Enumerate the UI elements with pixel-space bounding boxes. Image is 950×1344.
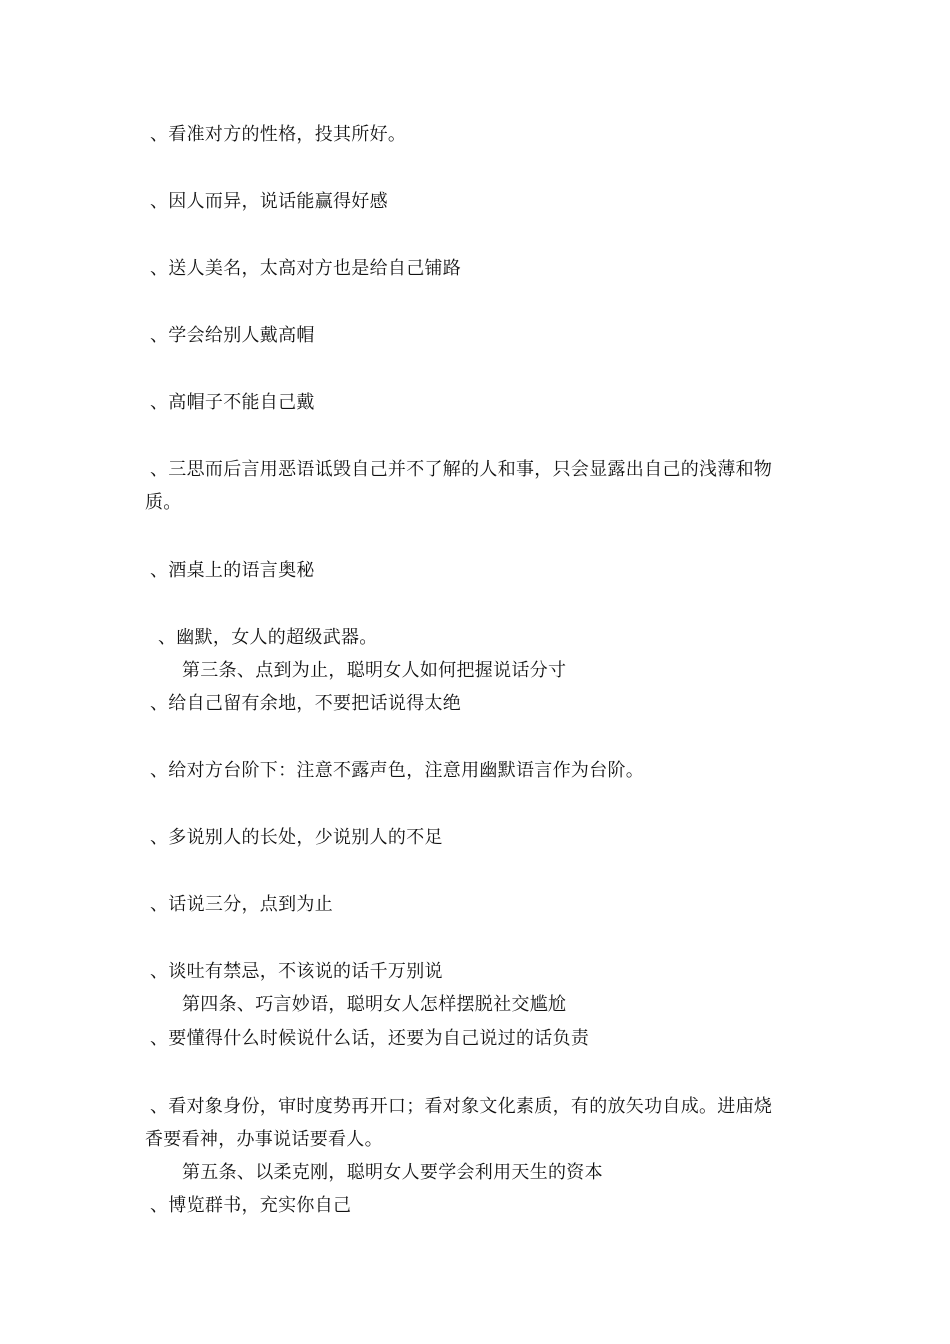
list-item: 、因人而异，说话能赢得好感	[150, 191, 388, 212]
list-item: 、话说三分，点到为止	[150, 894, 333, 915]
list-item: 、给对方台阶下：注意不露声色，注意用幽默语言作为台阶。	[150, 760, 645, 781]
list-item: 、看对象身份，审时度势再开口；看对象文化素质，有的放矢功自成。进庙烧	[150, 1096, 773, 1117]
list-item: 、看准对方的性格，投其所好。	[150, 124, 407, 145]
list-item: 、博览群书，充实你自己	[150, 1195, 352, 1216]
list-item: 、多说别人的长处，少说别人的不足	[150, 827, 443, 848]
list-item: 、给自己留有余地，不要把话说得太绝	[150, 693, 462, 714]
list-item: 、学会给别人戴高帽	[150, 325, 315, 346]
section-heading: 第三条、点到为止，聪明女人如何把握说话分寸	[182, 660, 567, 681]
list-item: 、酒桌上的语言奥秘	[150, 560, 315, 581]
list-item: 、谈吐有禁忌，不该说的话千万别说	[150, 961, 443, 982]
list-item-continuation: 香要看神，办事说话要看人。	[145, 1129, 383, 1150]
list-item: 、送人美名，太高对方也是给自己铺路	[150, 258, 462, 279]
list-item: 、要懂得什么时候说什么话，还要为自己说过的话负责	[150, 1028, 590, 1049]
section-heading: 第五条、以柔克刚，聪明女人要学会利用天生的资本	[182, 1162, 603, 1183]
list-item: 、幽默，女人的超级武器。	[158, 627, 378, 648]
list-item: 、高帽子不能自己戴	[150, 392, 315, 413]
list-item: 、三思而后言用恶语诋毁自己并不了解的人和事，只会显露出自己的浅薄和物	[150, 459, 773, 480]
list-item-continuation: 质。	[145, 492, 182, 513]
section-heading: 第四条、巧言妙语，聪明女人怎样摆脱社交尴尬	[182, 994, 567, 1015]
